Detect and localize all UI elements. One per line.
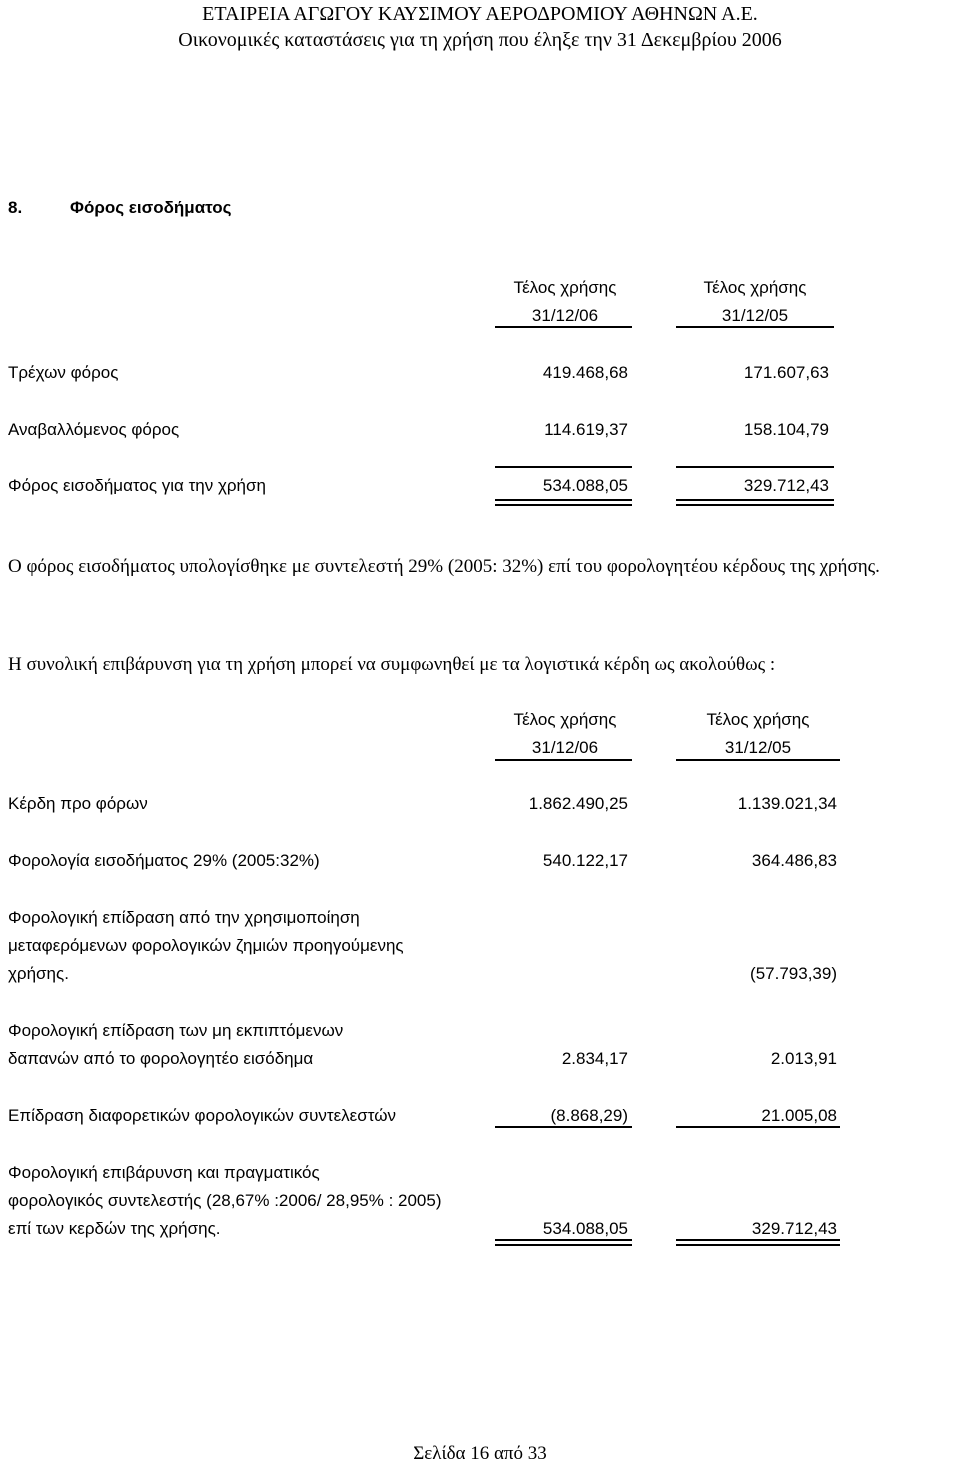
t2-total-label: επί των κερδών της χρήσης.: [8, 1219, 221, 1238]
company-name: ΕΤΑΙΡΕΙΑ ΑΓΩΓΟΥ ΚΑΥΣΙΜΟΥ ΑΕΡΟΔΡΟΜΙΟΥ ΑΘΗΝΩΝ Α.Ε.: [202, 3, 758, 25]
t2-row-value-2006: 1.862.490,25: [528, 794, 628, 813]
t2-total-value-2005: 329.712,43: [751, 1219, 837, 1238]
t2-subtotal-rule-2005: [676, 1126, 840, 1128]
t1-col1-label: Τέλος χρήσης: [513, 278, 617, 297]
t2-row-value-2005: 21.005,08: [761, 1106, 837, 1125]
t2-row-value-2006: 540.122,17: [542, 851, 628, 870]
t2-row-value-2006: 2.834,17: [561, 1049, 628, 1068]
t1-col2-date: 31/12/05: [721, 306, 789, 325]
t1-row-value-2006: 419.468,68: [542, 363, 628, 382]
t2-col1-date: 31/12/06: [531, 738, 599, 757]
t1-row-value-2006: 114.619,37: [544, 420, 628, 439]
t2-row-label: χρήσης.: [8, 964, 69, 983]
t2-col1-label: Τέλος χρήσης: [513, 710, 617, 729]
t2-row-label: δαπανών από το φορολογητέο εισόδημα: [8, 1049, 314, 1068]
t1-total-value-2006: 534.088,05: [542, 476, 628, 495]
t2-total-double-rule-2006: [495, 1239, 632, 1246]
t1-subtotal-rule-2005: [676, 466, 834, 468]
t1-col2-label: Τέλος χρήσης: [703, 278, 807, 297]
t2-col2-underline: [676, 759, 840, 761]
t1-total-label: Φόρος εισοδήματος για την χρήση: [8, 476, 266, 495]
t1-total-value-2005: 329.712,43: [743, 476, 829, 495]
t1-total-double-rule-2005: [676, 499, 834, 506]
t2-row-label: Φορολογική επίδραση των μη εκπιπτόμενων: [8, 1021, 344, 1040]
t2-col1-underline: [495, 759, 632, 761]
t2-total-label: φορολογικός συντελεστής (28,67% :2006/ 28,95% : 2005): [8, 1191, 442, 1210]
t1-total-double-rule-2006: [495, 499, 632, 506]
t2-row-value-2006: (8.868,29): [550, 1106, 628, 1125]
t2-row-value-2005: 364.486,83: [751, 851, 837, 870]
t1-subtotal-rule-2006: [495, 466, 632, 468]
t1-col1-date: 31/12/06: [531, 306, 599, 325]
t1-row-label: Αναβαλλόμενος φόρος: [8, 420, 180, 439]
t2-col2-date: 31/12/05: [724, 738, 792, 757]
reconciliation-intro: Η συνολική επιβάρυνση για τη χρήση μπορεί να συμφωνηθεί με τα λογιστικά κέρδη ως ακολούθως :: [8, 654, 776, 675]
t1-row-value-2005: 158.104,79: [743, 420, 829, 439]
t2-total-double-rule-2005: [676, 1239, 840, 1246]
t2-total-value-2006: 534.088,05: [542, 1219, 628, 1238]
tax-rate-note: Ο φόρος εισοδήματος υπολογίσθηκε με συντελεστή 29% (2005: 32%) επί του φορολογητέου κέρδους της χρήσης.: [8, 556, 880, 577]
t1-row-label: Τρέχων φόρος: [8, 363, 119, 382]
t2-row-label: Φορολογία εισοδήματος 29% (2005:32%): [8, 851, 320, 870]
t1-col1-underline: [495, 326, 632, 328]
section-title: Φόρος εισοδήματος: [70, 198, 232, 217]
document-subtitle: Οικονομικές καταστάσεις για τη χρήση που έληξε την 31 Δεκεμβρίου 2006: [178, 29, 782, 51]
t2-row-label: μεταφερόμενων φορολογικών ζημιών προηγούμενης: [8, 936, 404, 955]
t2-row-value-2005: (57.793,39): [750, 964, 837, 983]
t1-col2-underline: [676, 326, 834, 328]
t2-row-label: Κέρδη προ φόρων: [8, 794, 148, 813]
t2-subtotal-rule-2006: [495, 1126, 632, 1128]
t2-row-value-2005: 1.139.021,34: [737, 794, 837, 813]
page-number: Σελίδα 16 από 33: [413, 1443, 547, 1464]
t1-row-value-2005: 171.607,63: [743, 363, 829, 382]
t2-col2-label: Τέλος χρήσης: [706, 710, 810, 729]
t2-row-label: Φορολογική επίδραση από την χρησιμοποίηση: [8, 908, 360, 927]
t2-row-label: Επίδραση διαφορετικών φορολογικών συντελεστών: [8, 1106, 396, 1125]
t2-total-label: Φορολογική επιβάρυνση και πραγματικός: [8, 1163, 320, 1182]
t2-row-value-2005: 2.013,91: [770, 1049, 837, 1068]
section-number: 8.: [8, 198, 23, 217]
